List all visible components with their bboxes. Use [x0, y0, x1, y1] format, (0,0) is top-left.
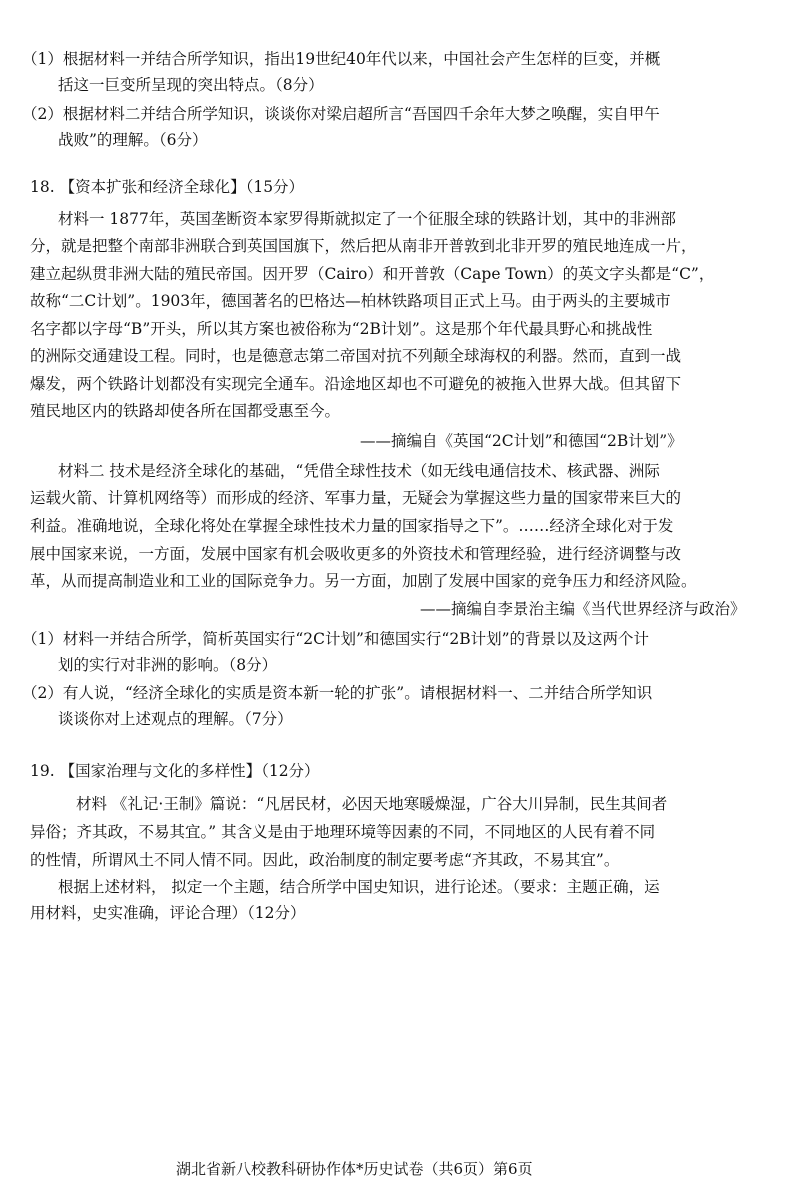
q19-material-line2: 异俗；齐其政，不易其宜。” 其含义是由于地理环境等因素的不同，不同地区的人民有着不同: [30, 823, 656, 841]
q18-material2-line1: 材料二 技术是经济全球化的基础，“凭借全球性技术（如无线电通信技术、核武器、洲际: [58, 462, 660, 480]
q19-material-line3: 的性情，所谓风土不同人情不同。因此，政治制度的制定要考虑“齐其政，不易其宜”。: [30, 851, 620, 869]
q18-material1-line1: 材料一 1877年，英国垄断资本家罗得斯就拟定了一个征服全球的铁路计划，其中的非洲部: [58, 210, 676, 228]
q18-header: 18. 【资本扩张和经济全球化】（15分）: [30, 178, 305, 196]
q19-header: 19. 【国家治理与文化的多样性】（12分）: [30, 762, 320, 780]
q19-material-line1: 材料 《礼记·王制》篇说：“凡居民材，必因天地寒暖燥湿，广谷大川异制，民生其间者: [76, 795, 668, 813]
q18-source1: ——摘编自《英国“2C计划”和德国“2B计划”》: [360, 432, 683, 450]
q18-material1-line2: 分，就是把整个南部非洲联合到英国国旗下，然后把从南非开普敦到北非开罗的殖民地连成一片，: [30, 237, 697, 255]
prev-q2-line2: 战败”的理解。（6分）: [58, 131, 208, 149]
q18-material1-line8: 殖民地区内的铁路却使各所在国都受惠至今。: [30, 402, 341, 420]
q19-task-line2: 用材料，史实准确，评论合理）（12分）: [30, 904, 306, 922]
q18-material2-line4: 展中国家来说，一方面，发展中国家有机会吸收更多的外资技术和管理经验，进行经济调整与改: [30, 545, 682, 563]
q18-material1-line6: 的洲际交通建设工程。同时，也是德意志第二帝国对抗不列颠全球海权的利器。然而，直到一战: [30, 347, 682, 365]
q18-material1-line5: 名字都以字母“B”开头，所以其方案也被俗称为“2B计划”。这是那个年代最具野心和挑战性: [30, 320, 653, 338]
q18-sub2-line1: （2）有人说，“经济全球化的实质是资本新一轮的扩张”。请根据材料一、二并结合所学知识: [22, 684, 653, 702]
q18-material1-line3: 建立起纵贯非洲大陆的殖民帝国。因开罗（Cairo）和开普敦（Cape Town）的英文字头都是“C”，: [30, 265, 715, 283]
page-footer: 湖北省新八校教科研协作体*历史试卷（共6页）第6页: [176, 1160, 533, 1178]
prev-q2-line1: （2）根据材料二并结合所学知识，谈谈你对梁启超所言“吾国四千余年大梦之唤醒，实自甲午: [22, 105, 660, 123]
q18-material2-line3: 利益。准确地说，全球化将处在掌握全球性技术力量的国家指导之下”。……经济全球化对于发: [30, 517, 674, 535]
q18-material1-line4: 故称“二C计划”。1903年，德国著名的巴格达—柏林铁路项目正式上马。由于两头的主要城市: [30, 292, 671, 310]
q18-sub1-line1: （1）材料一并结合所学，简析英国实行“2C计划”和德国实行“2B计划”的背景以及这两个计: [22, 630, 650, 648]
q19-task-line1: 根据上述材料， 拟定一个主题，结合所学中国史知识，进行论述。（要求：主题正确，运: [58, 878, 660, 896]
q18-material1-line7: 爆发，两个铁路计划都没有实现完全通车。沿途地区却也不可避免的被拖入世界大战。但其留下: [30, 375, 682, 393]
prev-q1-line1: （1）根据材料一并结合所学知识，指出19世纪40年代以来，中国社会产生怎样的巨变，并概: [22, 50, 661, 68]
q18-source2: ——摘编自李景治主编《当代世界经济与政治》: [420, 600, 746, 618]
q18-material2-line5: 革，从而提高制造业和工业的国际竞争力。另一方面，加剧了发展中国家的竞争压力和经济风险。: [30, 572, 697, 590]
q18-material2-line2: 运载火箭、计算机网络等）而形成的经济、军事力量，无疑会为掌握这些力量的国家带来巨大的: [30, 489, 682, 507]
q18-sub2-line2: 谈谈你对上述观点的理解。（7分）: [58, 710, 293, 728]
q18-sub1-line2: 划的实行对非洲的影响。（8分）: [58, 656, 278, 674]
prev-q1-line2: 括这一巨变所呈现的突出特点。（8分）: [58, 76, 324, 94]
